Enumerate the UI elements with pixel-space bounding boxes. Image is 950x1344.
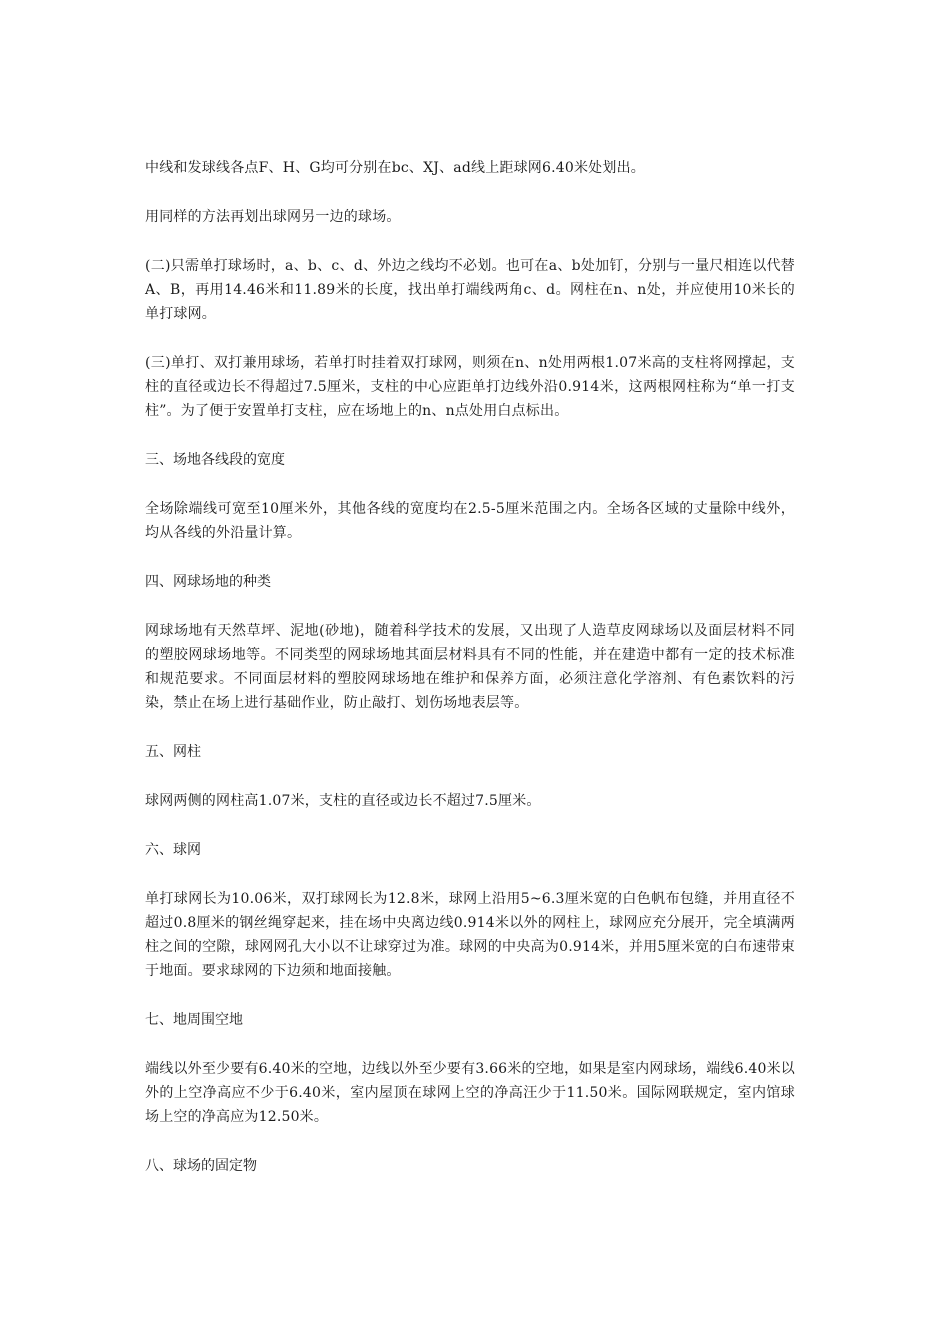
paragraph: 球网两侧的网柱高1.07米，支柱的直径或边长不超过7.5厘米。 — [145, 793, 541, 809]
section-heading: 八、球场的固定物 — [145, 1158, 257, 1174]
section-heading: 七、地周围空地 — [145, 1012, 243, 1028]
paragraph: (三)单打、双打兼用球场，若单打时挂着双打球网，则须在n、n处用两根1.07米高的支柱将网撑起，支柱的直径或边长不得超过7.5厘米，支柱的中心应距单打边线外沿0.914米，这两根网柱称为“单一打支柱”。为了便于安置单打支柱，应在场地上的n、n点处用白点标出。 — [145, 355, 795, 419]
paragraph: 用同样的方法再划出球网另一边的球场。 — [145, 209, 401, 225]
paragraph: 单打球网长为10.06米，双打球网长为12.8米，球网上沿用5~6.3厘米宽的白色帆布包缝，并用直径不超过0.8厘米的钢丝绳穿起来，挂在场中央离边线0.914米以外的网柱上，球网应充分展开，完全填满两柱之间的空隙，球网网孔大小以不让球穿过为准。球网的中央高为0.914米，并用5厘米宽的白布速带束于地面。要求球网的下边须和地面接触。 — [145, 891, 795, 979]
paragraph: 端线以外至少要有6.40米的空地，边线以外至少要有3.66米的空地，如果是室内网球场，端线6.40米以外的上空净高应不少于6.40米，室内屋顶在球网上空的净高汪少于11.50米。国际网联规定，室内馆球场上空的净高应为12.50米。 — [145, 1061, 795, 1125]
paragraph: (二)只需单打球场时，a、b、c、d、外边之线均不必划。也可在a、b处加钉，分别与一量尺相连以代替A、B，再用14.46米和11.89米的长度，找出单打端线两角c、d。网柱在n、n处，并应使用10米长的单打球网。 — [145, 258, 795, 322]
document-body — [145, 156, 795, 1203]
section-heading: 四、网球场地的种类 — [145, 574, 271, 590]
paragraph: 网球场地有天然草坪、泥地(砂地)，随着科学技术的发展，又出现了人造草皮网球场以及面层材料不同的塑胶网球场地等。不同类型的网球场地其面层材料具有不同的性能，并在建造中都有一定的技术标准和规范要求。不同面层材料的塑胶网球场地在维护和保养方面，必须注意化学溶剂、有色素饮料的污染，禁止在场上进行基础作业，防止敲打、划伤场地表层等。 — [145, 623, 795, 711]
section-heading: 六、球网 — [145, 842, 201, 858]
paragraph: 全场除端线可宽至10厘米外，其他各线的宽度均在2.5-5厘米范围之内。全场各区域的丈量除中线外，均从各线的外沿量计算。 — [145, 501, 795, 541]
paragraph: 中线和发球线各点F、H、G均可分别在bc、XJ、ad线上距球网6.40米处划出。 — [145, 160, 645, 176]
section-heading: 三、场地各线段的宽度 — [145, 452, 285, 468]
section-heading: 五、网柱 — [145, 744, 201, 760]
